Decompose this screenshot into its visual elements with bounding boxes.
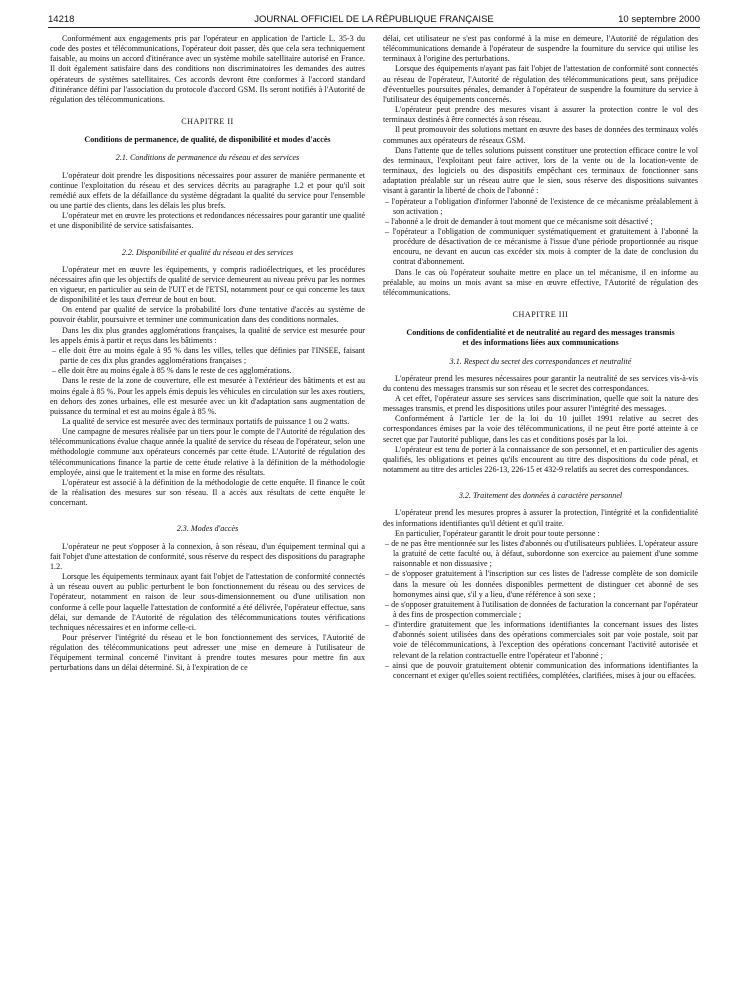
list-item: – de ne pas être mentionnée sur les listes d'abonnés ou d'utilisateurs publiées. L'opérateur assure la gratuité de cette faculté ou, à défaut, subordonne son exercice au paiement d'une somme raisonnable et non dissuasive ;: [385, 538, 698, 569]
paragraph: Lorsque des équipements n'ayant pas fait l'objet de l'attestation de conformité sont connectés au réseau de l'opérateur, l'Autorité de régulation des télécommunications peut, sans préjudice d'éventuelles poursuites pénales, demander à l'opérateur de suspendre la fourniture du service à l'utilisateur des équipements concernés.: [383, 64, 698, 104]
list-item: – elle doit être au moins égale à 95 % dans les villes, telles que définies par l'INSEE, faisant partie de ces dix plus grandes agglomérations françaises ;: [52, 345, 365, 366]
list-item: – l'opérateur a l'obligation de communiquer systématiquement et gratuitement à l'abonné la procédure de désactivation de ce mécanisme à l'issue d'une période proportionnée au risque encouru, ne devant en aucun cas excéder six mois à compter de la date de conclusion du contrat d'abonnement.: [385, 226, 698, 267]
paragraph: L'opérateur met en œuvre les protections et redondances nécessaires pour garantir une qualité et une disponibilité de service satisfaisantes.: [50, 211, 365, 231]
chapter-title: Conditions de permanence, de qualité, de disponibilité et modes d'accès: [84, 135, 331, 145]
paragraph: L'opérateur met en œuvre les équipements, y compris radioélectriques, et les procédures nécessaires afin que les objectifs de qualité de service demeurent au niveau prévu par les normes en vigueur, en particulier au sein de l'UIT et de l'ETSI, notamment pour ce qui concerne les taux de disponibilité et les taux d'erreur de bout en bout.: [50, 264, 365, 305]
paragraph: Dans les dix plus grandes agglomérations françaises, la qualité de service est mesurée pour les appels émis à partir et reçus dans les bâtiments :: [50, 325, 365, 345]
paragraph: L'opérateur est associé à la définition de la méthodologie de cette enquête. Il finance le coût de la réalisation des mesures sur son réseau. Il a accès aux résultats de cette enquête le concernant.: [50, 477, 365, 508]
paragraph: A cet effet, l'opérateur assure ses services sans discrimination, quelle que soit la nature des messages transmis, et prend les dispositions utiles pour assurer l'intégrité des messages.: [383, 394, 698, 414]
list-item: – l'abonné a le droit de demander à tout moment que ce mécanisme soit désactivé ;: [385, 216, 653, 226]
page-number: 14218: [48, 14, 75, 25]
left-column: [50, 34, 365, 674]
paragraph: L'opérateur prend les mesures nécessaires pour garantir la neutralité de ses services vis-à-vis du contenu des messages transmis sur son réseau et le secret des correspondances.: [383, 373, 698, 393]
section-title: 3.2. Traitement des données à caractère personnel: [458, 491, 623, 501]
list-item: – d'interdire gratuitement que les informations identifiantes la concernant issues des listes d'abonnés soient utilisées dans des opérations commerciales soit par voie postale, soit par voie de télécommunications, à l'exception des opérations concernant l'activité autorisée et relevant de la relation contractuelle entre l'opérateur et l'abonné ;: [385, 620, 698, 660]
chapter-label: CHAPITRE II: [181, 117, 234, 127]
right-column: [383, 34, 698, 681]
paragraph: Lorsque les équipements terminaux ayant fait l'objet de l'attestation de conformité connectés à un réseau ouvert au public perturbent le bon fonctionnement du réseau ou des services de l'opérateur, notamment en raison de leur sous-dimensionnement ou d'une utilisation non conforme à celle pour laquelle l'attestation de conformité a été délivrée, l'opérateur effectue, sans délai, sur demande de l'Autorité de régulation des télécommunications toutes vérifications techniques nécessaires et en informe celle-ci.: [50, 572, 365, 632]
list-item: – elle doit être au moins égale à 85 % dans le reste de ces agglomérations.: [52, 366, 292, 376]
paragraph: Dans l'attente que de telles solutions puissent constituer une protection efficace contre le vol des terminaux, l'exploitant peut faire activer, lors de la vente ou de la location-vente de terminaux, des logiciels ou des dispositifs empêchant ces terminaux de fonctionner sans adaptation préalable sur un réseau autre que le sien, sous réserve des dispositions suivantes visant à garantir la liberté de choix de l'abonné :: [383, 145, 698, 196]
paragraph: Une campagne de mesures réalisée par un tiers pour le compte de l'Autorité de régulation des télécommunications évalue chaque année la qualité de service du réseau de l'opérateur, selon une méthodologie commune aux opérateurs concernés par cette étude. L'Autorité de régulation des télécommunications finance la partie de cette étude relative à la définition de la méthodologie employée, ainsi que le traitement et la mise en forme des résultats.: [50, 427, 365, 477]
paragraph: L'opérateur doit prendre les dispositions nécessaires pour assurer de manière permanente et continue l'exploitation du réseau et des services décrits au paragraphe 1.2 et pour qu'il soit remédié aux effets de la défaillance du système dégradant la qualité du service pour l'ensemble ou une partie des clients, dans les délais les plus brefs.: [50, 170, 365, 211]
list-item: – de s'opposer gratuitement à l'utilisation de données de facturation la concernant par l'opérateur à des fins de prospection commerciale ;: [385, 599, 698, 619]
paragraph: L'opérateur est tenu de porter à la connaissance de son personnel, et en particulier des agents qualifiés, les obligations et peines qu'ils encourent au titre des dispositions du code pénal, et notamment au titre des articles 226-13, 226-15 et 432-9 relatifs au secret des correspondances.: [383, 444, 698, 475]
paragraph: L'opérateur prend les mesures propres à assurer la protection, l'intégrité et la confidentialité des informations identifiantes qu'il détient et qu'il traite.: [383, 508, 698, 528]
paragraph: Conformément à l'article 1er de la loi du 10 juillet 1991 relative au secret des correspondances émises par la voie des télécommunications, il ne peut être porté atteinte à ce secret que par l'autorité publique, dans les cas et conditions posés par la loi.: [383, 414, 698, 444]
paragraph: Dans le cas où l'opérateur souhaite mettre en place un tel mécanisme, il en informe au préalable, au moins un mois avant sa mise en œuvre effective, l'Autorité de régulation des télécommunications.: [383, 267, 698, 297]
list-item: – l'opérateur a l'obligation d'informer l'abonné de l'existence de ce mécanisme préalablement à son activation ;: [385, 196, 698, 216]
section-title: 2.1. Conditions de permanence du réseau et des services: [115, 153, 300, 163]
paragraph: Pour préserver l'intégrité du réseau et le bon fonctionnement des services, l'Autorité de régulation des télécommunications peut adresser une mise en demeure à l'utilisateur de l'équipement terminal concerné l'invitant à prendre toutes mesures pour mettre fin aux perturbations dans un délai déterminé. Si, à l'expiration de ce: [50, 632, 365, 673]
chapter-label: CHAPITRE III: [512, 310, 569, 320]
paragraph: En particulier, l'opérateur garantit le droit pour toute personne :: [395, 528, 600, 538]
paragraph: On entend par qualité de service la probabilité lors d'une tentative d'accès au système de pouvoir établir, poursuivre et terminer une communication dans des conditions normales.: [50, 305, 365, 325]
page-header: [0, 10, 748, 28]
header-rule: [48, 27, 700, 28]
paragraph: Dans le reste de la zone de couverture, elle est mesurée à l'extérieur des bâtiments et est au moins égale à 85 %. Pour les appels émis depuis les véhicules en circulation sur les axes routiers, en dehors des zones urbaines, elle est mesurée avec un kit d'adaptation sans augmentation de puissance du terminal et est au moins égale à 85 %.: [50, 376, 365, 416]
section-title: 2.2. Disponibilité et qualité du réseau et des services: [121, 247, 294, 257]
paragraph: délai, cet utilisateur ne s'est pas conformé à la mise en demeure, l'Autorité de régulation des télécommunications demande à l'opérateur de suspendre la fourniture du service qui utilise les terminaux à l'origine des perturbations.: [383, 34, 698, 64]
chapter-title: Conditions de confidentialité et de neutralité au regard des messages transmis et des informations liées aux communications: [406, 328, 675, 348]
paragraph: La qualité de service est mesurée avec des terminaux portatifs de puissance 1 ou 2 watts.: [62, 417, 350, 426]
paragraph: Conformément aux engagements pris par l'opérateur en application de l'article L. 35-3 du code des postes et télécommunications, l'opérateur doit passer, dès que cela sera techniquement faisable, au moins un accord d'itinérance avec un système mobile satellitaire autorisé en France. Il doit également satisfaire dans des conditions non discriminatoires les demandes des autres opérateurs de systèmes satellitaires. Ces accords devront être conformes à l'accord standard d'itinérance défini par l'association du protocole d'accord GSM. Ils seront notifiés à l'Autorité de régulation des télécommunications.: [50, 34, 365, 104]
list-item: – ainsi que de pouvoir gratuitement obtenir communication des informations identifiantes la concernant et exiger qu'elles soient rectifiées, complétées, clarifiées, mises à jour ou effacées.: [385, 660, 698, 680]
paragraph: L'opérateur peut prendre des mesures visant à assurer la protection contre le vol des terminaux destinés à être connectés à son réseau.: [383, 105, 698, 125]
paragraph: Il peut promouvoir des solutions mettant en œuvre des bases de données des terminaux volés communes aux opérateurs de réseaux GSM.: [383, 125, 698, 145]
section-title: 3.1. Respect du secret des correspondances et neutralité: [449, 356, 632, 366]
issue-date: 10 septembre 2000: [618, 14, 700, 25]
paragraph: L'opérateur ne peut s'opposer à la connexion, à son réseau, d'un équipement terminal qui a fait l'objet d'une attestation de conformité, sous réserve du respect des dispositions du paragraphe 1.2.: [50, 541, 365, 571]
list-item: – de s'opposer gratuitement à l'inscription sur ces listes de l'adresse complète de son domicile dans la mesure où les données disponibles permettent de distinguer cet abonné de ses homonymes ainsi que, s'il y a lieu, d'une référence à son sexe ;: [385, 569, 698, 599]
journal-title: JOURNAL OFFICIEL DE LA RÉPUBLIQUE FRANÇAISE: [254, 14, 494, 25]
section-title: 2.3. Modes d'accès: [176, 524, 239, 534]
